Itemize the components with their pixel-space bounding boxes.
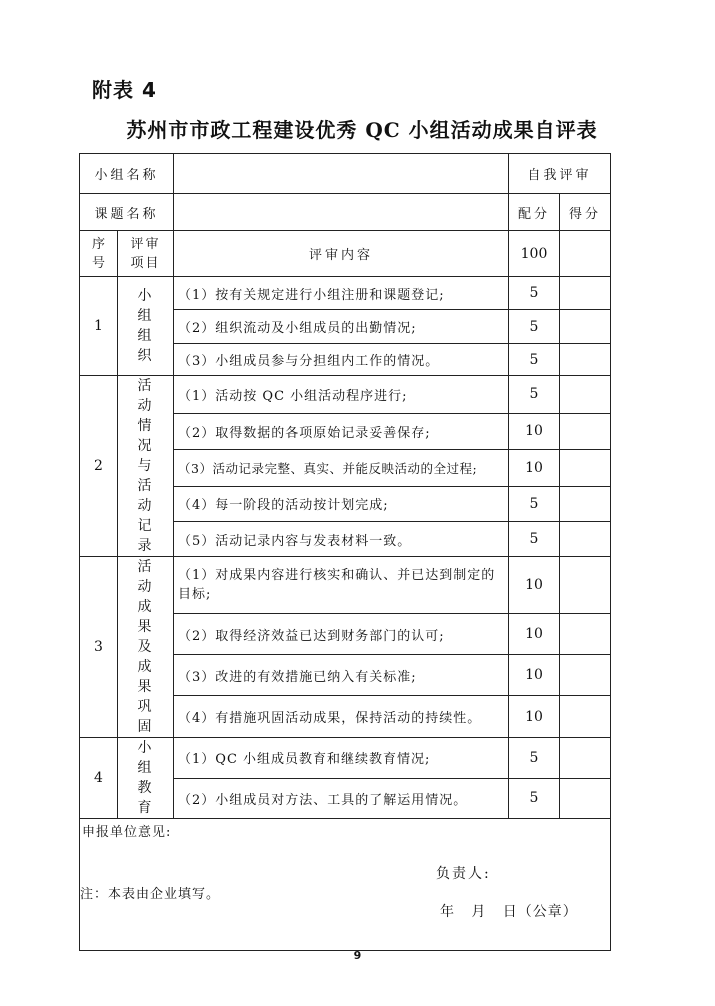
section-2-item-4-score: 5 [509,486,560,522]
score-obtained-header: 得分 [560,194,611,231]
section-2-category-text: 活动情况与活动记录 [137,378,154,554]
section-2-item-4: （4）每一阶段的活动按计划完成; [174,486,509,522]
section-3-item-1: （1）对成果内容进行核实和确认、并已达到制定的目标; [174,557,509,614]
section-3-item-2-score: 10 [509,613,560,655]
section-2-number: 2 [80,376,118,557]
score-assigned-header: 配分 [509,194,560,231]
self-evaluation-table [79,153,611,951]
section-1-item-2: （2）组织流动及小组成员的出勤情况; [174,310,509,344]
section-2-item-1: （1）活动按 QC 小组活动程序进行; [174,376,509,414]
review-content-header: 评审内容 [174,231,509,277]
section-4-category-text: 小组教育 [137,740,154,816]
section-2-category [118,376,174,557]
seq-header-text: 序号 [91,236,105,271]
section-1-item-1-score: 5 [509,277,560,310]
section-2-item-5-result[interactable] [560,522,611,557]
section-3-item-4-score: 10 [509,696,560,738]
review-item-header [118,231,174,277]
section-3-item-1-score: 10 [509,557,560,614]
date-seal-label: 年 月 日（公章） [440,904,578,920]
section-1-category-text: 小组组织 [137,288,154,364]
section-1-category [118,277,174,376]
section-1-item-3-score: 5 [509,344,560,376]
self-review-header: 自我评审 [509,154,611,194]
section-3-item-3-score: 10 [509,655,560,696]
section-2-item-3: （3）活动记录完整、真实、并能反映活动的全过程; [174,449,509,486]
topic-name-value[interactable] [174,194,509,231]
section-1-item-1: （1）按有关规定进行小组注册和课题登记; [174,277,509,310]
section-2-item-3-result[interactable] [560,449,611,486]
section-4-item-1-score: 5 [509,738,560,779]
section-3-item-2: （2）取得经济效益已达到财务部门的认可; [174,613,509,655]
page-number: 9 [353,949,362,962]
section-3-item-2-result[interactable] [560,613,611,655]
group-name-label: 小组名称 [80,154,174,194]
section-2-item-5: （5）活动记录内容与发表材料一致。 [174,522,509,557]
section-3-item-4: （4）有措施巩固活动成果，保持活动的持续性。 [174,696,509,738]
section-4-item-2: （2）小组成员对方法、工具的了解运用情况。 [174,778,509,819]
responsible-person-label: 负责人: [436,866,491,882]
section-2-item-3-score: 10 [509,449,560,486]
section-2-item-2: （2）取得数据的各项原始记录妥善保存; [174,413,509,449]
section-2-item-1-score: 5 [509,376,560,414]
section-2-item-4-result[interactable] [560,486,611,522]
section-2-item-5-score: 5 [509,522,560,557]
applicant-opinion-label: 申报单位意见: [82,825,172,840]
section-3-item-1-result[interactable] [560,557,611,614]
section-4-item-2-result[interactable] [560,778,611,819]
section-1-item-3-result[interactable] [560,344,611,376]
section-1-item-1-result[interactable] [560,277,611,310]
section-3-category-text: 活动成果及成果巩固 [137,559,154,735]
section-2-item-1-result[interactable] [560,376,611,414]
section-1-item-2-score: 5 [509,310,560,344]
section-4-category [118,738,174,819]
seq-header [80,231,118,277]
group-name-value[interactable] [174,154,509,194]
annex-label: 附表 4 [92,78,157,102]
section-2-item-2-score: 10 [509,413,560,449]
section-1-item-2-result[interactable] [560,310,611,344]
section-4-item-2-score: 5 [509,778,560,819]
section-4-number: 4 [80,738,118,819]
section-1-number: 1 [80,277,118,376]
section-3-category [118,557,174,738]
section-4-item-1: （1）QC 小组成员教育和继续教育情况; [174,738,509,779]
section-2-item-2-result[interactable] [560,413,611,449]
section-3-item-3: （3）改进的有效措施已纳入有关标准; [174,655,509,696]
form-title: 苏州市市政工程建设优秀 QC 小组活动成果自评表 [126,118,598,142]
section-4-item-1-result[interactable] [560,738,611,779]
total-score-obtained[interactable] [560,231,611,277]
topic-name-label: 课题名称 [80,194,174,231]
review-item-header-text: 评审项目 [130,236,161,271]
section-3-number: 3 [80,557,118,738]
footnote: 注：本表由企业填写。 [80,887,221,902]
total-score: 100 [509,231,560,277]
section-3-item-3-result[interactable] [560,655,611,696]
section-1-item-3: （3）小组成员参与分担组内工作的情况。 [174,344,509,376]
section-3-item-4-result[interactable] [560,696,611,738]
